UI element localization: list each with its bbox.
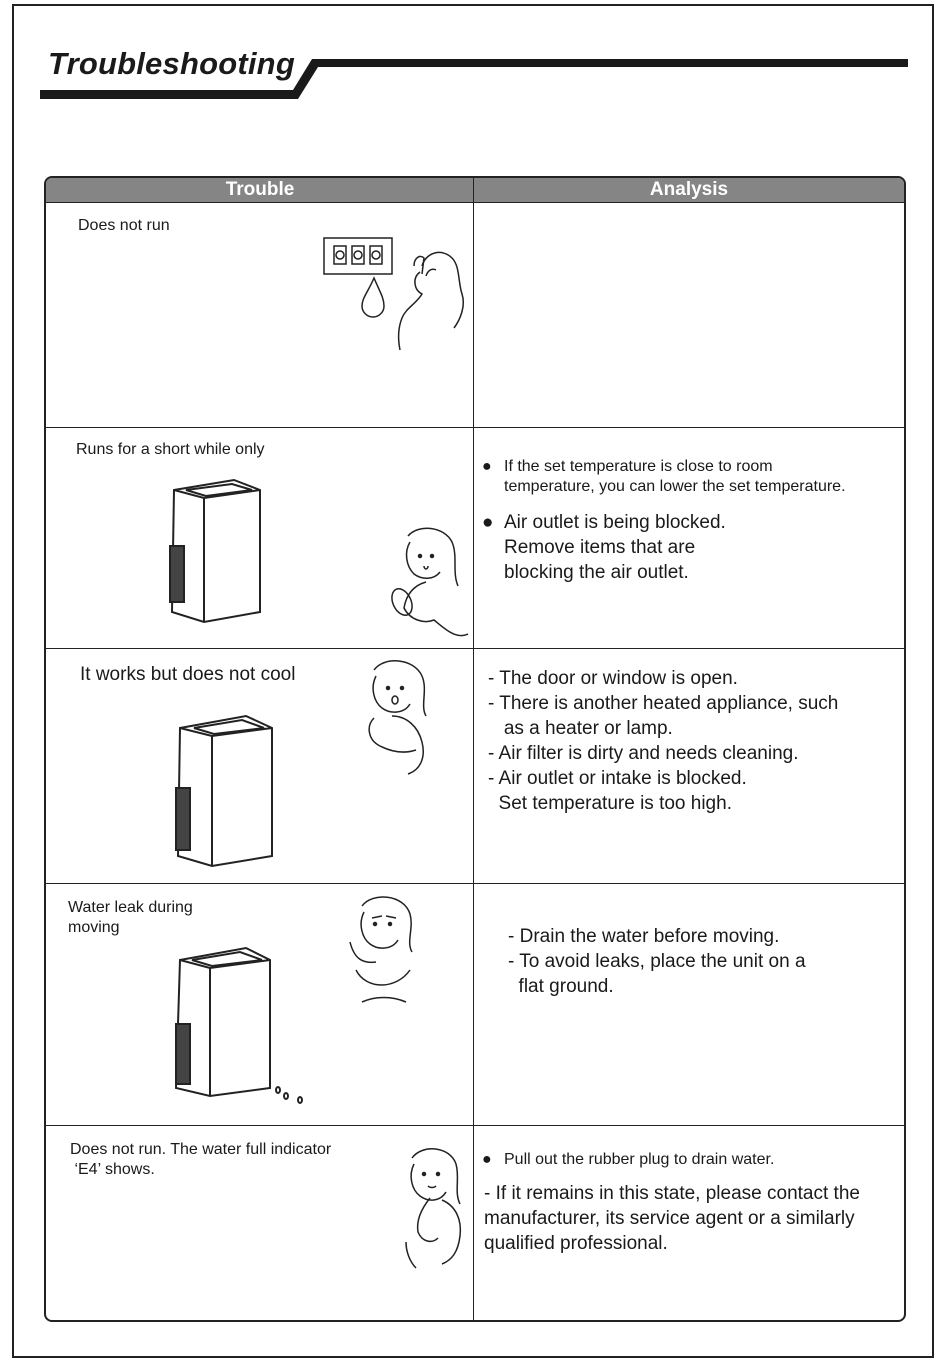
- bullet-icon: ●: [482, 1151, 492, 1168]
- air-conditioner-unit-illustration: [170, 712, 280, 868]
- analysis-does-not-cool: - The door or window is open. - There is another heated appliance, such as a heater or lamp. - Air filter is dirty and needs cleaning. - Air outlet or intake is blocked. Set temperature is too high.: [488, 668, 839, 814]
- trouble-water-leak: Water leak during moving: [68, 899, 193, 936]
- row-divider: [46, 648, 904, 649]
- air-conditioner-unit-illustration: [164, 476, 264, 624]
- page-title: Troubleshooting: [48, 46, 295, 81]
- row-divider: [46, 427, 904, 428]
- analysis-bullet-lower-temp: ● If the set temperature is close to room temperature, you can lower the set temperature.: [482, 458, 846, 495]
- analysis-bullet-air-outlet: ● Air outlet is being blocked. Remove items that are blocking the air outlet.: [482, 512, 726, 583]
- bullet-icon: ●: [482, 458, 492, 475]
- column-divider: [473, 178, 474, 1320]
- trouble-runs-short: Runs for a short while only: [76, 441, 265, 458]
- column-header-trouble: Trouble: [225, 179, 295, 200]
- analysis-bullet-rubber-plug: ● Pull out the rubber plug to drain water.: [482, 1151, 775, 1168]
- air-conditioner-unit-illustration: [174, 944, 310, 1104]
- analysis-water-leak: - Drain the water before moving. - To avoid leaks, place the unit on a flat ground.: [508, 926, 806, 997]
- person-worried-illustration: [342, 892, 422, 1012]
- table-header: [46, 178, 904, 202]
- row-divider: [46, 883, 904, 884]
- power-panel-illustration: [322, 236, 472, 356]
- row-divider: [46, 202, 904, 203]
- row-divider: [46, 1125, 904, 1126]
- bullet-icon: ●: [482, 512, 494, 533]
- person-thinking-illustration: [402, 1142, 472, 1272]
- analysis-contact-manufacturer: - If it remains in this state, please contact the manufacturer, its service agent or a similarly qualified professional.: [484, 1183, 860, 1254]
- trouble-does-not-run: Does not run: [78, 217, 170, 234]
- troubleshooting-table: [44, 176, 906, 1322]
- trouble-does-not-cool: It works but does not cool: [80, 664, 296, 685]
- column-header-analysis: Analysis: [649, 179, 729, 200]
- trouble-e4-water-full: Does not run. The water full indicator ‘E4’ shows.: [70, 1141, 332, 1178]
- person-holding-remote-illustration: [386, 526, 466, 646]
- person-sweating-illustration: [362, 656, 452, 776]
- title-underline-bar: [0, 0, 950, 110]
